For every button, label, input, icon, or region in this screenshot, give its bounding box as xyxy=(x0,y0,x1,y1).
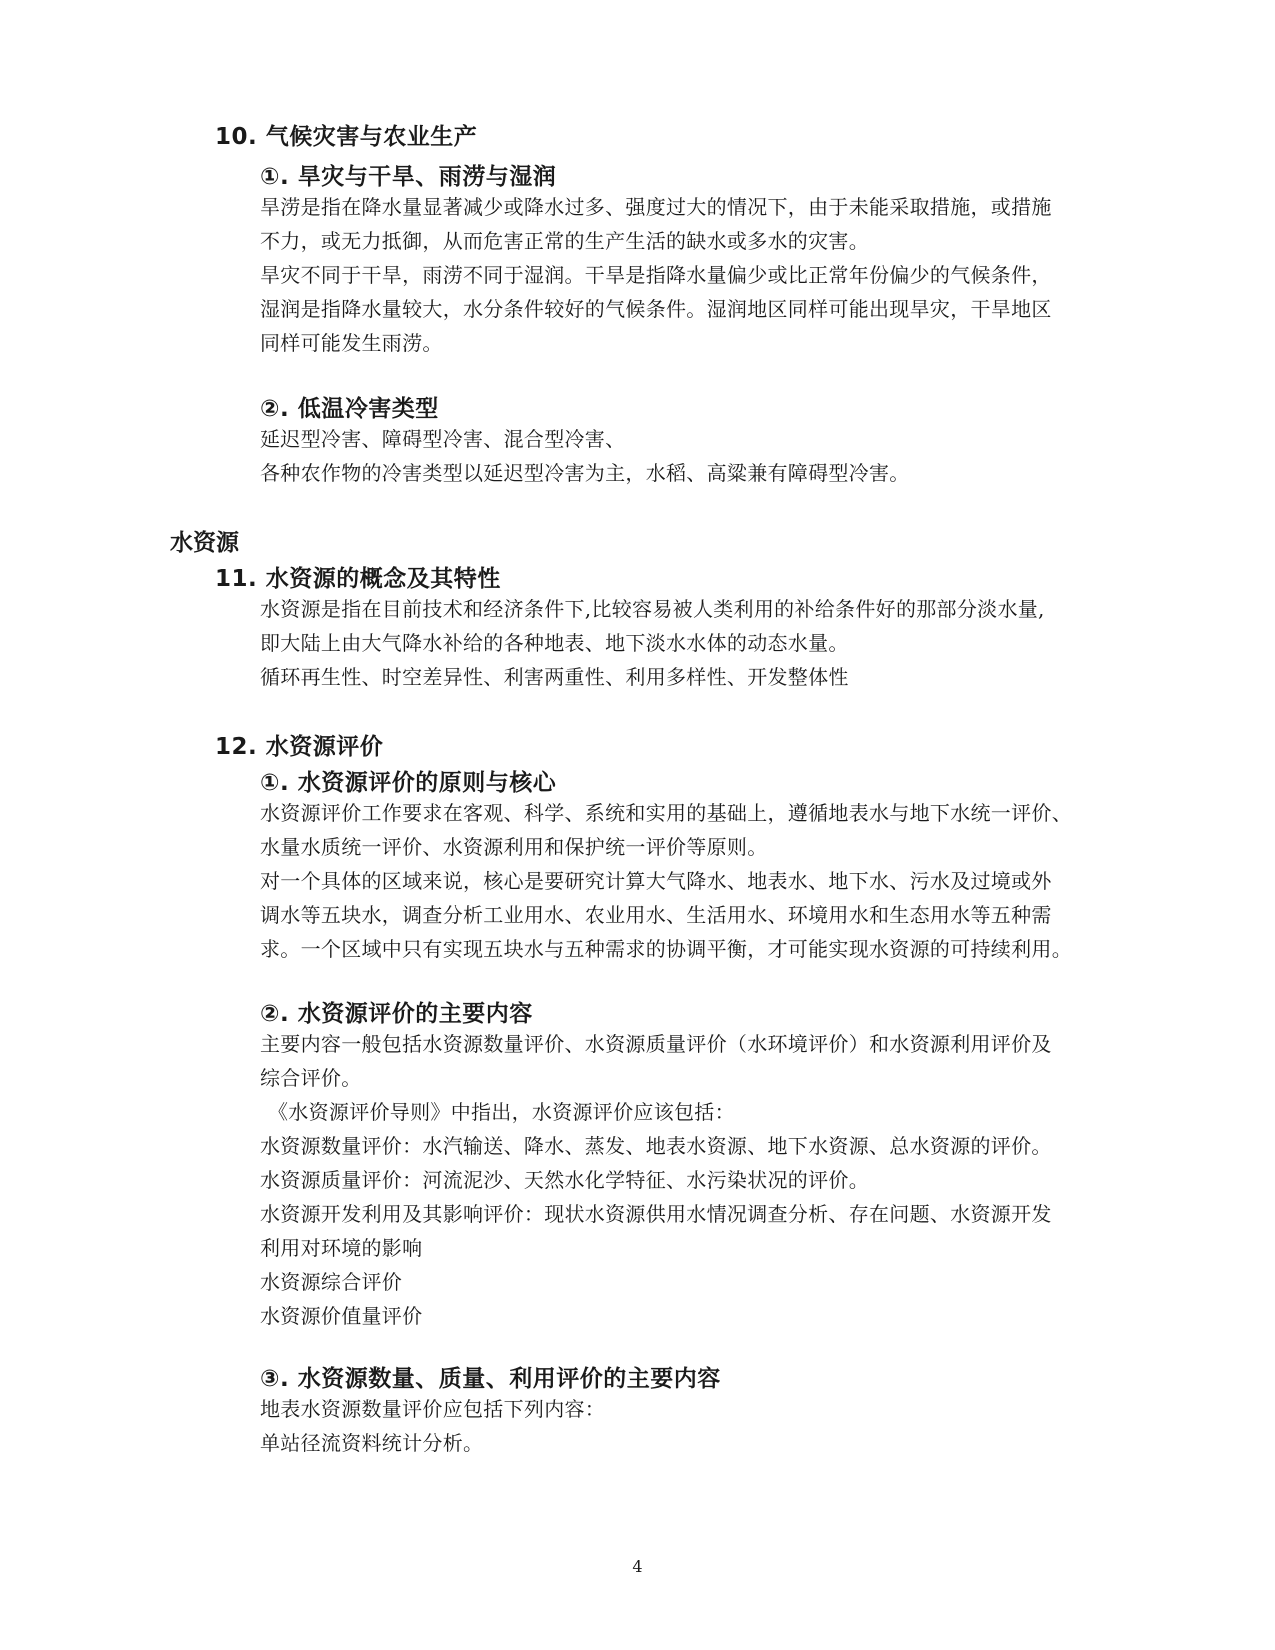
paragraph-line: 调水等五块水，调查分析工业用水、农业用水、生活用水、环境用水和生态用水等五种需 xyxy=(260,903,1052,927)
section-12-sub1-title: ①. 水资源评价的原则与核心 xyxy=(260,770,557,796)
paragraph-line: 综合评价。 xyxy=(260,1066,362,1090)
paragraph-line: 水资源综合评价 xyxy=(260,1270,403,1294)
section-10-sub1-title: ①. 旱灾与干旱、雨涝与湿润 xyxy=(260,164,557,190)
section-11-body xyxy=(260,592,1045,694)
chapter-title-water-resources: 水资源 xyxy=(170,530,239,556)
page-number: 4 xyxy=(632,1557,643,1576)
section-12-sub2-body xyxy=(260,1027,1052,1333)
paragraph-line: 地表水资源数量评价应包括下列内容： xyxy=(260,1397,606,1421)
paragraph-line: 旱涝是指在降水量显著减少或降水过多、强度过大的情况下，由于未能采取措施，或措施 xyxy=(260,195,1052,219)
paragraph-line: 不力，或无力抵御，从而危害正常的生产生活的缺水或多水的灾害。 xyxy=(260,229,869,253)
paragraph-line: 《水资源评价导则》中指出，水资源评价应该包括： xyxy=(268,1100,735,1124)
paragraph-line: 对一个具体的区域来说，核心是要研究计算大气降水、地表水、地下水、污水及过境或外 xyxy=(260,869,1052,893)
paragraph-line: 各种农作物的冷害类型以延迟型冷害为主，水稻、高粱兼有障碍型冷害。 xyxy=(260,461,910,485)
paragraph-line: 水资源是指在目前技术和经济条件下,比较容易被人类利用的补给条件好的那部分淡水量, xyxy=(260,597,1045,621)
paragraph-line: 同样可能发生雨涝。 xyxy=(260,331,443,355)
section-12-sub3-body xyxy=(260,1392,605,1460)
paragraph-line: 主要内容一般包括水资源数量评价、水资源质量评价（水环境评价）和水资源利用评价及 xyxy=(260,1032,1052,1056)
paragraph-line: 水资源数量评价：水汽输送、降水、蒸发、地表水资源、地下水资源、总水资源的评价。 xyxy=(260,1134,1052,1158)
section-10-title: 10. 气候灾害与农业生产 xyxy=(215,124,478,150)
section-12-title: 12. 水资源评价 xyxy=(215,734,384,760)
paragraph-line: 水资源价值量评价 xyxy=(260,1304,423,1328)
paragraph-line: 利用对环境的影响 xyxy=(260,1236,423,1260)
section-10-sub2-body xyxy=(260,422,910,490)
paragraph-line: 水资源质量评价：河流泥沙、天然水化学特征、水污染状况的评价。 xyxy=(260,1168,869,1192)
section-12-sub3-title: ③. 水资源数量、质量、利用评价的主要内容 xyxy=(260,1366,721,1392)
paragraph-line: 延迟型冷害、障碍型冷害、混合型冷害、 xyxy=(260,427,626,451)
paragraph-line: 旱灾不同于干旱，雨涝不同于湿润。干旱是指降水量偏少或比正常年份偏少的气候条件， xyxy=(260,263,1052,287)
paragraph-line: 水量水质统一评价、水资源利用和保护统一评价等原则。 xyxy=(260,835,768,859)
paragraph-line: 即大陆上由大气降水补给的各种地表、地下淡水水体的动态水量。 xyxy=(260,631,849,655)
paragraph-line: 水资源开发利用及其影响评价：现状水资源供用水情况调查分析、存在问题、水资源开发 xyxy=(260,1202,1052,1226)
section-12-sub2-title: ②. 水资源评价的主要内容 xyxy=(260,1001,533,1027)
paragraph-line: 循环再生性、时空差异性、利害两重性、利用多样性、开发整体性 xyxy=(260,665,849,689)
paragraph-line: 单站径流资料统计分析。 xyxy=(260,1431,484,1455)
paragraph-line: 求。一个区域中只有实现五块水与五种需求的协调平衡，才可能实现水资源的可持续利用。 xyxy=(260,937,1072,961)
section-10-sub2-title: ②. 低温冷害类型 xyxy=(260,396,439,422)
section-10-sub1-body xyxy=(260,190,1052,360)
paragraph-line: 水资源评价工作要求在客观、科学、系统和实用的基础上，遵循地表水与地下水统一评价、 xyxy=(260,801,1072,825)
paragraph-line: 湿润是指降水量较大，水分条件较好的气候条件。湿润地区同样可能出现旱灾，干旱地区 xyxy=(260,297,1052,321)
section-12-sub1-body xyxy=(260,796,1072,966)
section-11-title: 11. 水资源的概念及其特性 xyxy=(215,566,501,592)
